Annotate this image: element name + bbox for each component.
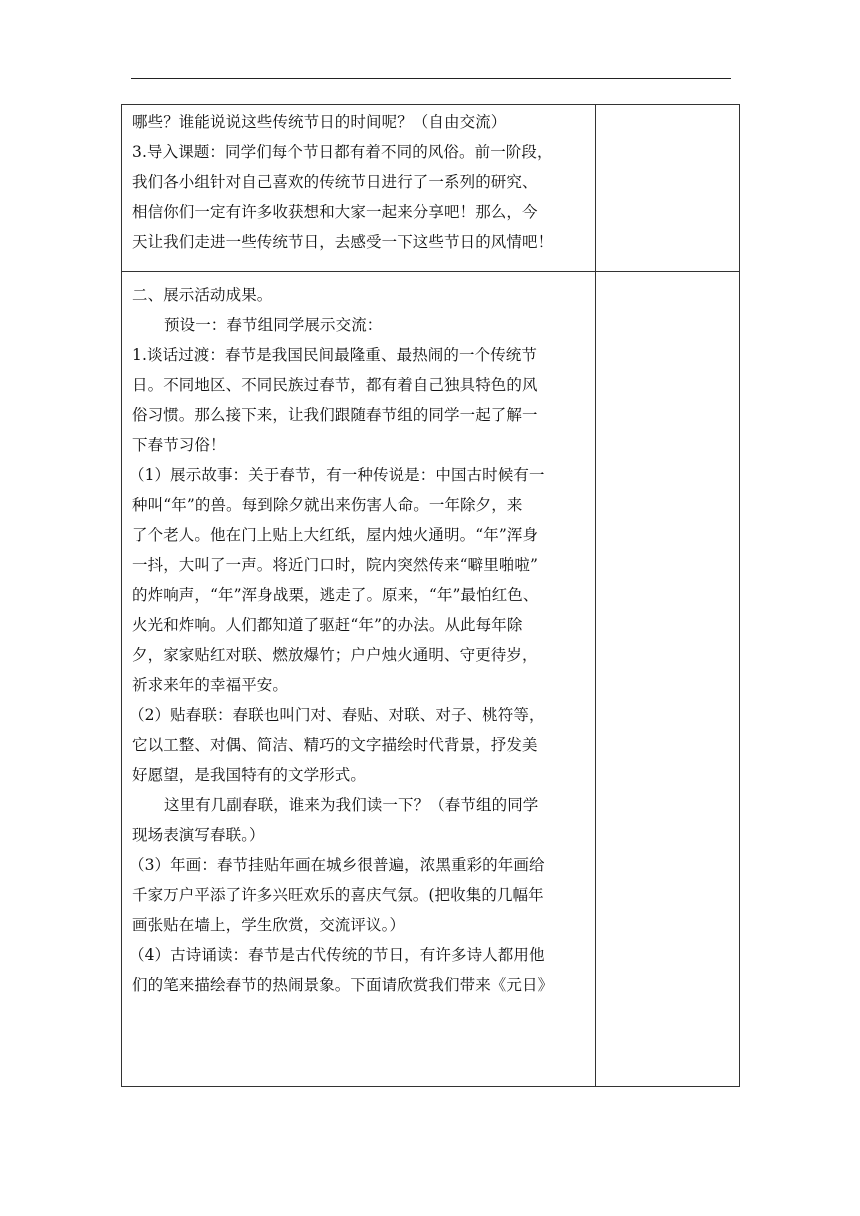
text-line: 火光和炸响。人们都知道了驱赶“年”的办法。从此每年除 xyxy=(132,616,523,634)
notes-cell xyxy=(596,272,740,1087)
text-line: 预设一：春节组同学展示交流： xyxy=(164,316,383,334)
header-rule xyxy=(131,78,731,79)
table-row xyxy=(122,272,740,1087)
text-line: （2）贴春联：春联也叫门对、春贴、对联、对子、桃符等， xyxy=(129,706,545,724)
text-line: 哪些？谁能说说这些传统节日的时间呢？（自由交流） xyxy=(132,113,507,131)
text-line: 相信你们一定有许多收获想和大家一起来分享吧！那么，今 xyxy=(132,203,538,221)
table-row xyxy=(122,105,740,272)
text-line: 一抖，大叫了一声。将近门口时，院内突然传来“噼里啪啦” xyxy=(132,556,539,574)
text-line: 我们各小组针对自己喜欢的传统节日进行了一系列的研究、 xyxy=(132,173,538,191)
text-line: 下春节习俗！ xyxy=(132,436,226,454)
text-line: 它以工整、对偶、简洁、精巧的文字描绘时代背景，抒发美 xyxy=(132,736,538,754)
content-cell xyxy=(122,105,596,272)
text-line: 1.谈话过渡：春节是我国民间最隆重、最热闹的一个传统节 xyxy=(132,346,537,364)
section-heading: 二、展示活动成果。 xyxy=(132,286,273,304)
text-line: 了个老人。他在门上贴上大红纸，屋内烛火通明。“年”浑身 xyxy=(132,526,539,544)
text-line: （4）古诗诵读：春节是古代传统的节日，有许多诗人都用他 xyxy=(129,946,545,964)
text-line: 现场表演写春联。） xyxy=(132,826,265,844)
text-line: （3）年画：春节挂贴年画在城乡很普遍，浓黑重彩的年画给 xyxy=(129,856,545,874)
text-line: 日。不同地区、不同民族过春节，都有着自己独具特色的风 xyxy=(132,376,538,394)
text-line: 3.导入课题：同学们每个节日都有着不同的风俗。前一阶段， xyxy=(132,143,553,161)
text-line: 这里有几副春联，谁来为我们读一下？（春节组的同学 xyxy=(164,796,539,814)
text-line: 好愿望，是我国特有的文学形式。 xyxy=(132,766,367,784)
text-line: 的炸响声，“年”浑身战栗，逃走了。原来，“年”最怕红色、 xyxy=(132,586,539,604)
text-line: 祈求来年的幸福平安。 xyxy=(132,676,289,694)
text-line: 夕，家家贴红对联、燃放爆竹；户户烛火通明、守更待岁， xyxy=(132,646,538,664)
text-line: 种叫“年”的兽。每到除夕就出来伤害人命。一年除夕，来 xyxy=(132,496,523,514)
text-line: 们的笔来描绘春节的热闹景象。下面请欣赏我们带来《元日》 xyxy=(132,976,554,994)
text-line: 画张贴在墙上，学生欣赏，交流评议。） xyxy=(132,916,406,934)
text-line: （1）展示故事：关于春节，有一种传说是：中国古时候有一 xyxy=(129,466,545,484)
notes-cell xyxy=(596,105,740,272)
text-line: 千家万户平添了许多兴旺欢乐的喜庆气氛。(把收集的几幅年 xyxy=(132,886,544,904)
text-line: 天让我们走进一些传统节日，去感受一下这些节日的风情吧！ xyxy=(132,233,554,251)
text-line: 俗习惯。那么接下来，让我们跟随春节组的同学一起了解一 xyxy=(132,406,538,424)
lesson-plan-table xyxy=(121,104,740,1087)
content-cell xyxy=(122,272,596,1087)
